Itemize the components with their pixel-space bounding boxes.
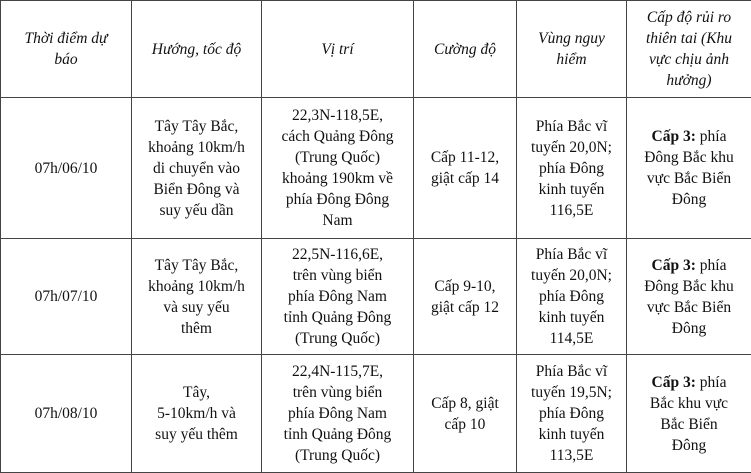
danger-line: Phía Bắc vĩ xyxy=(521,116,622,137)
time-text: 07h/08/10 xyxy=(5,403,127,424)
time-text: 07h/07/10 xyxy=(5,286,127,307)
header-line: hiểm xyxy=(521,49,622,70)
table-row xyxy=(1,239,751,355)
risk-line: vực Bắc Biển xyxy=(631,297,747,318)
table-row xyxy=(1,355,751,473)
risk-level-label: Cấp 3: xyxy=(652,374,696,391)
position-line: khoảng 190km về xyxy=(266,168,409,189)
risk-line xyxy=(631,255,747,276)
header-row xyxy=(1,1,751,98)
position-line: tỉnh Quảng Đông xyxy=(266,307,409,328)
danger-line: phía Đông xyxy=(521,403,622,424)
header-line: hưởng) xyxy=(631,70,747,91)
direction-line: suy yếu dần xyxy=(136,200,257,221)
position-line: Nam xyxy=(266,210,409,231)
direction-line: thêm xyxy=(136,318,257,339)
header-danger-zone xyxy=(517,1,627,98)
risk-level-label: Cấp 3: xyxy=(652,257,696,274)
direction-line: suy yếu thêm xyxy=(136,424,257,445)
risk-cell xyxy=(627,239,751,355)
position-cell xyxy=(262,98,414,239)
risk-line: Bắc Biển xyxy=(631,414,747,435)
header-risk-level xyxy=(627,1,751,98)
danger-line: Phía Bắc vĩ xyxy=(521,244,622,265)
risk-line: vực Bắc Biển xyxy=(631,168,747,189)
header-line: thiên tai (Khu xyxy=(631,28,747,49)
risk-line: Đông Bắc khu xyxy=(631,276,747,297)
direction-cell xyxy=(132,98,262,239)
header-line: Cường độ xyxy=(418,39,512,60)
direction-line: khoảng 10km/h xyxy=(136,137,257,158)
header-line: báo xyxy=(5,49,127,70)
danger-line: tuyến 20,0N; xyxy=(521,265,622,286)
danger-line: 116,5E xyxy=(521,200,622,221)
position-line: phía Đông Đông xyxy=(266,189,409,210)
danger-zone-cell xyxy=(517,239,627,355)
risk-area-text: phía xyxy=(700,257,727,274)
danger-zone-cell xyxy=(517,355,627,473)
risk-area-text: phía xyxy=(700,128,727,145)
header-line: Vùng nguy xyxy=(521,28,622,49)
danger-line: kinh tuyến xyxy=(521,307,622,328)
risk-area-text: phía xyxy=(700,374,727,391)
header-direction xyxy=(132,1,262,98)
position-line: tỉnh Quảng Đông xyxy=(266,424,409,445)
position-line: (Trung Quốc) xyxy=(266,147,409,168)
position-line: trên vùng biển xyxy=(266,265,409,286)
direction-line: Biển Đông và xyxy=(136,179,257,200)
position-line: trên vùng biển xyxy=(266,382,409,403)
intensity-line: Cấp 11-12, xyxy=(418,147,512,168)
time-cell xyxy=(1,98,132,239)
direction-cell xyxy=(132,355,262,473)
header-intensity xyxy=(414,1,517,98)
danger-line: Phía Bắc vĩ xyxy=(521,361,622,382)
position-line: phía Đông Nam xyxy=(266,403,409,424)
risk-cell xyxy=(627,98,751,239)
direction-line: 5-10km/h và xyxy=(136,403,257,424)
intensity-cell xyxy=(414,98,517,239)
danger-line: kinh tuyến xyxy=(521,179,622,200)
risk-line xyxy=(631,126,747,147)
direction-line: Tây Tây Bắc, xyxy=(136,116,257,137)
intensity-line: Cấp 8, giật xyxy=(418,393,512,414)
intensity-line: giật cấp 14 xyxy=(418,168,512,189)
risk-line: Đông xyxy=(631,435,747,456)
position-cell xyxy=(262,239,414,355)
danger-line: phía Đông xyxy=(521,286,622,307)
direction-line: Tây Tây Bắc, xyxy=(136,255,257,276)
time-cell xyxy=(1,239,132,355)
intensity-line: giật cấp 12 xyxy=(418,297,512,318)
header-line: Thời điểm dự xyxy=(5,28,127,49)
intensity-cell xyxy=(414,355,517,473)
danger-line: 114,5E xyxy=(521,328,622,349)
position-line: cách Quảng Đông xyxy=(266,126,409,147)
position-line: 22,4N-115,7E, xyxy=(266,361,409,382)
direction-line: khoảng 10km/h xyxy=(136,276,257,297)
risk-line: Đông xyxy=(631,189,747,210)
intensity-cell xyxy=(414,239,517,355)
risk-line: Đông xyxy=(631,318,747,339)
header-position xyxy=(262,1,414,98)
header-line: Cấp độ rủi ro xyxy=(631,7,747,28)
danger-line: kinh tuyến xyxy=(521,424,622,445)
position-line: phía Đông Nam xyxy=(266,286,409,307)
position-line: (Trung Quốc) xyxy=(266,445,409,466)
intensity-line: Cấp 9-10, xyxy=(418,276,512,297)
risk-line: Bắc khu vực xyxy=(631,393,747,414)
time-cell xyxy=(1,355,132,473)
direction-cell xyxy=(132,239,262,355)
direction-line: và suy yếu xyxy=(136,297,257,318)
table-row xyxy=(1,98,751,239)
header-line: vực chịu ảnh xyxy=(631,49,747,70)
intensity-line: cấp 10 xyxy=(418,414,512,435)
time-text: 07h/06/10 xyxy=(5,158,127,179)
risk-level-label: Cấp 3: xyxy=(652,128,696,145)
header-time xyxy=(1,1,132,98)
danger-line: tuyến 19,5N; xyxy=(521,382,622,403)
danger-line: 113,5E xyxy=(521,445,622,466)
position-line: (Trung Quốc) xyxy=(266,328,409,349)
header-line: Hướng, tốc độ xyxy=(136,39,257,60)
direction-line: di chuyển vào xyxy=(136,158,257,179)
header-line: Vị trí xyxy=(266,39,409,60)
danger-zone-cell xyxy=(517,98,627,239)
danger-line: phía Đông xyxy=(521,158,622,179)
risk-line xyxy=(631,372,747,393)
danger-line: tuyến 20,0N; xyxy=(521,137,622,158)
direction-line: Tây, xyxy=(136,382,257,403)
risk-line: Đông Bắc khu xyxy=(631,147,747,168)
position-cell xyxy=(262,355,414,473)
position-line: 22,5N-116,6E, xyxy=(266,244,409,265)
position-line: 22,3N-118,5E, xyxy=(266,105,409,126)
risk-cell xyxy=(627,355,751,473)
